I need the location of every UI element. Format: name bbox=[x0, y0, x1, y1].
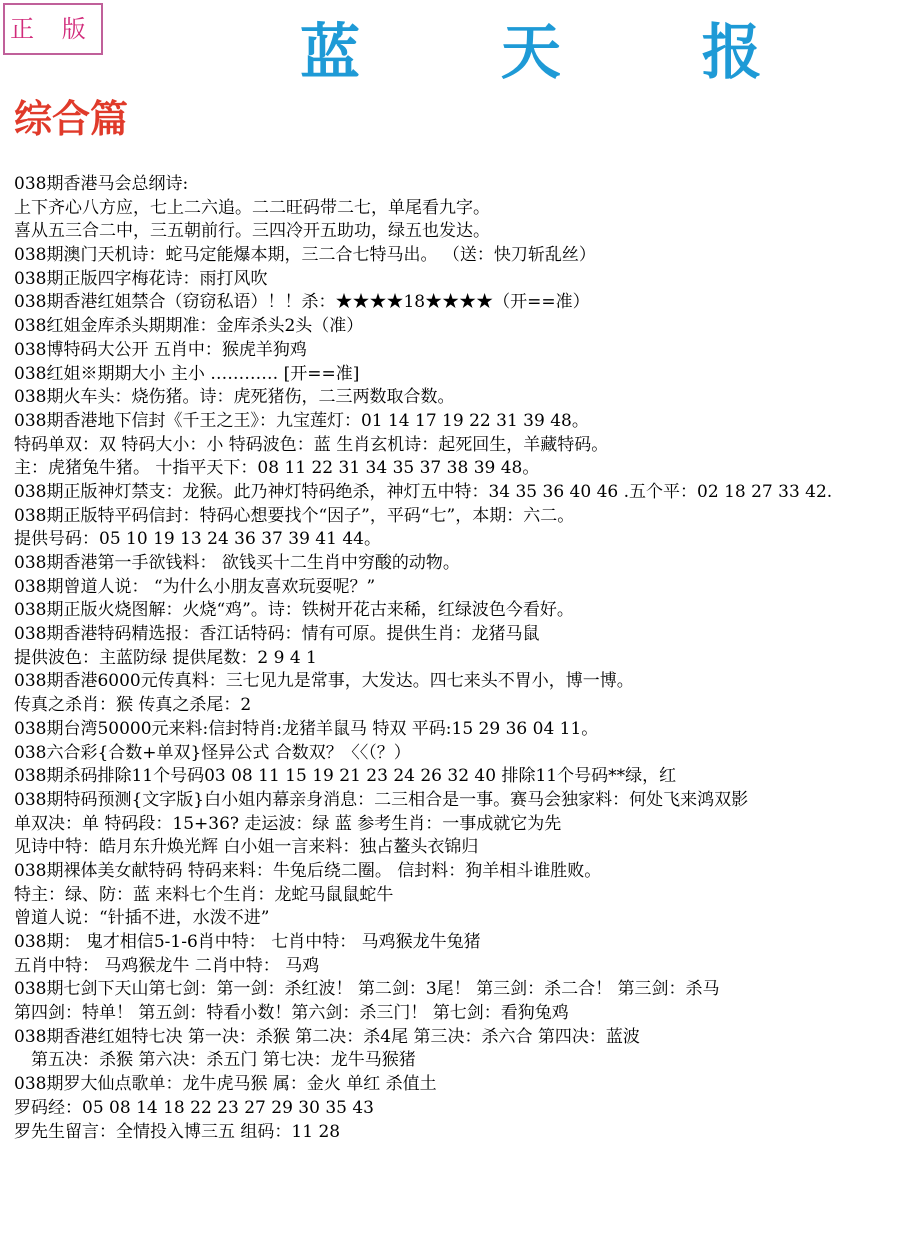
text-line: 单双决：单 特码段：15+36? 走运波：绿 蓝 参考生肖：一事成就它为先 bbox=[14, 813, 562, 834]
text-line: 五肖中特： 马鸡猴龙牛 二肖中特： 马鸡 bbox=[14, 955, 320, 976]
text-line: 038六合彩{合数+单双}怪异公式 合数双？〈〈（？） bbox=[14, 742, 411, 763]
text-line: 038红姐金库杀头期期准：金库杀头2头（准） bbox=[14, 316, 364, 337]
text-line: 038期罗大仙点歌单：龙牛虎马猴 属：金火 单红 杀值土 bbox=[14, 1074, 437, 1095]
text-line: 038期七剑下天山第七剑：第一剑：杀红波！ 第二剑：3尾！ 第三剑：杀二合！ 第三剑：杀马 bbox=[14, 979, 720, 1000]
newspaper-title: 蓝 天 报 bbox=[300, 18, 822, 88]
text-line: 提供波色：主蓝防绿 提供尾数：2 9 4 1 bbox=[14, 647, 317, 668]
text-line: 第四剑：特单！ 第五剑：特看小数！第六剑：杀三门！ 第七剑：看狗兔鸡 bbox=[14, 1003, 569, 1024]
text-line: 特码单双：双 特码大小：小 特码波色：蓝 生肖玄机诗：起死回生，羊藏特码。 bbox=[14, 434, 609, 455]
text-line: 038期正版特平码信封：特码心想要找个“因子”，平码“七”，本期：六二。 bbox=[14, 505, 575, 526]
text-line: 038期香港第一手欲钱料： 欲钱买十二生肖中穷酸的动物。 bbox=[14, 553, 460, 573]
text-line: 038期正版四字梅花诗：雨打风吹 bbox=[14, 268, 268, 289]
text-line: 038期香港地下信封《千王之王》：九宝莲灯：01 14 17 19 22 31 39 48。 bbox=[14, 410, 589, 431]
text-line: 上下齐心八方应，七上二六追。二二旺码带二七，单尾看九字。 bbox=[14, 197, 490, 218]
text-line: 罗码经：05 08 14 18 22 23 27 29 30 35 43 bbox=[14, 1097, 374, 1118]
text-line: 038期香港红姐特七决 第一决：杀猴 第二决：杀4尾 第三决：杀六合 第四决：蓝波 bbox=[14, 1026, 640, 1047]
text-line: 038期裸体美女献特码 特码来料：牛兔后绕二圈。 信封料：狗羊相斗谁胜败。 bbox=[14, 860, 602, 881]
text-line: 038期香港特码精选报：香江话特码：情有可原。提供生肖：龙猪马鼠 bbox=[14, 624, 540, 645]
text-line: 传真之杀肖：猴 传真之杀尾：2 bbox=[14, 695, 252, 716]
text-line: 038期正版神灯禁支：龙猴。此乃神灯特码绝杀，神灯五中特：34 35 36 40 46 .五个平：02 18 27 33 42. bbox=[14, 481, 833, 502]
text-line: 主：虎猪兔牛猪。 十指平天下：08 11 22 31 34 35 37 38 39 48。 bbox=[14, 458, 540, 479]
text-line: 038期曾道人说： “为什么小朋友喜欢玩耍呢？” bbox=[14, 576, 376, 597]
text-line: 见诗中特：皓月东升焕光辉 白小姐一言来料：独占鳌头衣锦归 bbox=[14, 837, 479, 858]
text-line: 第五决：杀猴 第六决：杀五门 第七决：龙牛马猴猪 bbox=[14, 1050, 416, 1071]
text-line: 038期香港红姐禁合（窃窃私语）！！杀：★★★★18★★★★（开==准） bbox=[14, 292, 590, 313]
text-line: 提供号码：05 10 19 13 24 36 37 39 41 44。 bbox=[14, 529, 381, 550]
text-line: 罗先生留言：全情投入博三五 组码：11 28 bbox=[14, 1121, 341, 1142]
text-line: 喜从五三合二中，三五朝前行。三四冷开五助功，绿五也发达。 bbox=[14, 221, 490, 242]
edition-stamp: 正 版 bbox=[3, 3, 103, 55]
text-line: 特主：绿、防：蓝 来料七个生肖：龙蛇马鼠鼠蛇牛 bbox=[14, 884, 394, 905]
text-line: 038期杀码排除11个号码03 08 11 15 19 21 23 24 26 32 40 排除11个号码**绿，红 bbox=[14, 766, 677, 787]
text-line: 038红姐※期期大小 主小 ………… [开==准] bbox=[14, 363, 360, 384]
text-line: 038期特码预测{文字版}白小姐内幕亲身消息：二三相合是一事。赛马会独家料：何处飞来鸿双影 bbox=[14, 789, 749, 810]
section-title: 综合篇 bbox=[14, 96, 129, 141]
text-line: 038期香港6000元传真料：三七见九是常事，大发达。四七来头不胃小，博一博。 bbox=[14, 671, 634, 692]
text-line: 038期澳门天机诗：蛇马定能爆本期，三二合七特马出。 （送：快刀斩乱丝） bbox=[14, 245, 596, 266]
text-line: 曾道人说：“针插不进，水泼不进” bbox=[14, 908, 270, 929]
article-body bbox=[14, 173, 898, 1144]
text-line: 038期： 鬼才相信5-1-6肖中特： 七肖中特： 马鸡猴龙牛兔猪 bbox=[14, 932, 481, 952]
text-line: 038期正版火烧图解：火烧“鸡”。诗：铁树开花古来稀，红绿波色今看好。 bbox=[14, 600, 574, 621]
text-line: 038博特码大公开 五肖中：猴虎羊狗鸡 bbox=[14, 339, 307, 360]
text-line: 038期香港马会总纲诗: bbox=[14, 174, 189, 194]
text-line: 038期台湾50000元来料:信封特肖:龙猪羊鼠马 特双 平码:15 29 36 04 11。 bbox=[14, 718, 599, 739]
text-line: 038期火车头：烧伤猪。诗：虎死猪伤，二三两数取合数。 bbox=[14, 387, 455, 408]
